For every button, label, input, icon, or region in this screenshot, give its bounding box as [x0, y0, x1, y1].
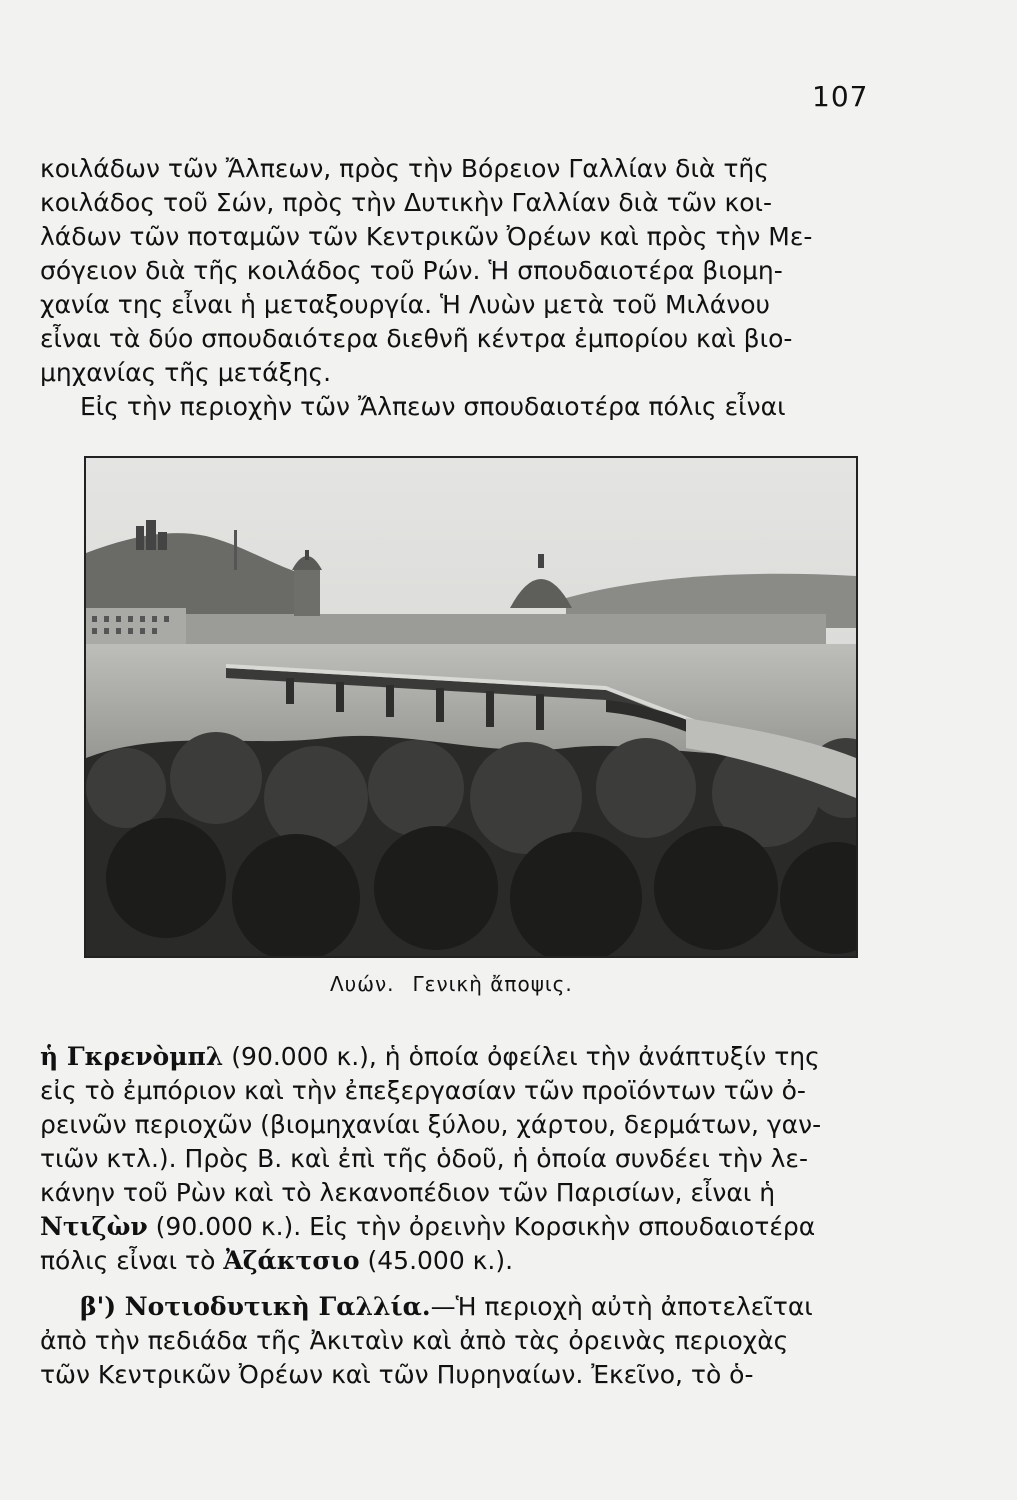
city-name: Ντιζὼν	[40, 1212, 148, 1241]
text-line: ἀπὸ τὴν πεδιάδα τῆς Ἀκιταὶν καὶ ἀπὸ τὰς ὀρεινὰς περιοχὰς	[40, 1326, 789, 1355]
text-line: κοιλάδος τοῦ Σών, πρὸς τὴν Δυτικὴν Γαλλίαν διὰ τῶν κοι-	[40, 188, 772, 217]
text-line: τιῶν κτλ.). Πρὸς Β. καὶ ἐπὶ τῆς ὁδοῦ, ἡ ὁποία συνδέει τὴν λε-	[40, 1144, 808, 1173]
top-paragraph	[40, 152, 910, 424]
figure-caption	[330, 972, 591, 996]
bottom-paragraph	[40, 1040, 910, 1278]
text-segment: (90.000 κ.). Εἰς τὴν ὀρεινὴν Κορσικὴν σπουδαιοτέρα	[147, 1212, 816, 1241]
text-line: εἰς τὸ ἐμπόριον καὶ τὴν ἐπεξεργασίαν τῶν προϊόντων τῶν ὀ-	[40, 1076, 806, 1105]
text-segment: (90.000 κ.), ἡ ὁποία ὀφείλει τὴν ἀνάπτυξίν της	[223, 1042, 820, 1071]
text-line: εἶναι τὰ δύο σπουδαιότερα διεθνῆ κέντρα ἐμπορίου καὶ βιο-	[40, 324, 793, 353]
caption-place: Λυών.	[330, 972, 395, 996]
text-segment: —Ἡ περιοχὴ αὐτὴ ἀποτελεῖται	[430, 1292, 813, 1321]
city-name: ἡ Γκρενὸμπλ	[40, 1042, 224, 1071]
caption-description: Γενικὴ ἄποψις.	[412, 972, 573, 996]
lyon-photograph	[84, 456, 858, 958]
section-paragraph	[40, 1290, 910, 1392]
page-number: 107	[812, 80, 869, 113]
section-heading: β') Νοτιοδυτικὴ Γαλλία.	[80, 1292, 431, 1321]
text-line: ρεινῶν περιοχῶν (βιομηχανίαι ξύλου, χάρτου, δερμάτων, γαν-	[40, 1110, 822, 1139]
text-line: τῶν Κεντρικῶν Ὀρέων καὶ τῶν Πυρηναίων. Ἐκεῖνο, τὸ ὁ-	[40, 1360, 754, 1389]
text-line: κάνην τοῦ Ρὼν καὶ τὸ λεκανοπέδιον τῶν Παρισίων, εἶναι ἡ	[40, 1178, 776, 1207]
text-line: κοιλάδων τῶν Ἄλπεων, πρὸς τὴν Βόρειον Γαλλίαν διὰ τῆς	[40, 154, 769, 183]
text-line: σόγειον διὰ τῆς κοιλάδος τοῦ Ρών. Ἡ σπουδαιοτέρα βιομη-	[40, 256, 783, 285]
text-line: Εἰς τὴν περιοχὴν τῶν Ἄλπεων σπουδαιοτέρα πόλις εἶναι	[80, 392, 786, 421]
city-name: Ἀζάκτσιο	[223, 1246, 360, 1275]
text-line: λάδων τῶν ποταμῶν τῶν Κεντρικῶν Ὀρέων καὶ πρὸς τὴν Με-	[40, 222, 813, 251]
text-line: χανία της εἶναι ἡ μεταξουργία. Ἡ Λυὼν μετὰ τοῦ Μιλάνου	[40, 290, 770, 319]
text-segment: πόλις εἶναι τὸ	[40, 1246, 224, 1275]
text-line: μηχανίας τῆς μετάξης.	[40, 358, 332, 387]
text-segment: (45.000 κ.).	[359, 1246, 514, 1275]
